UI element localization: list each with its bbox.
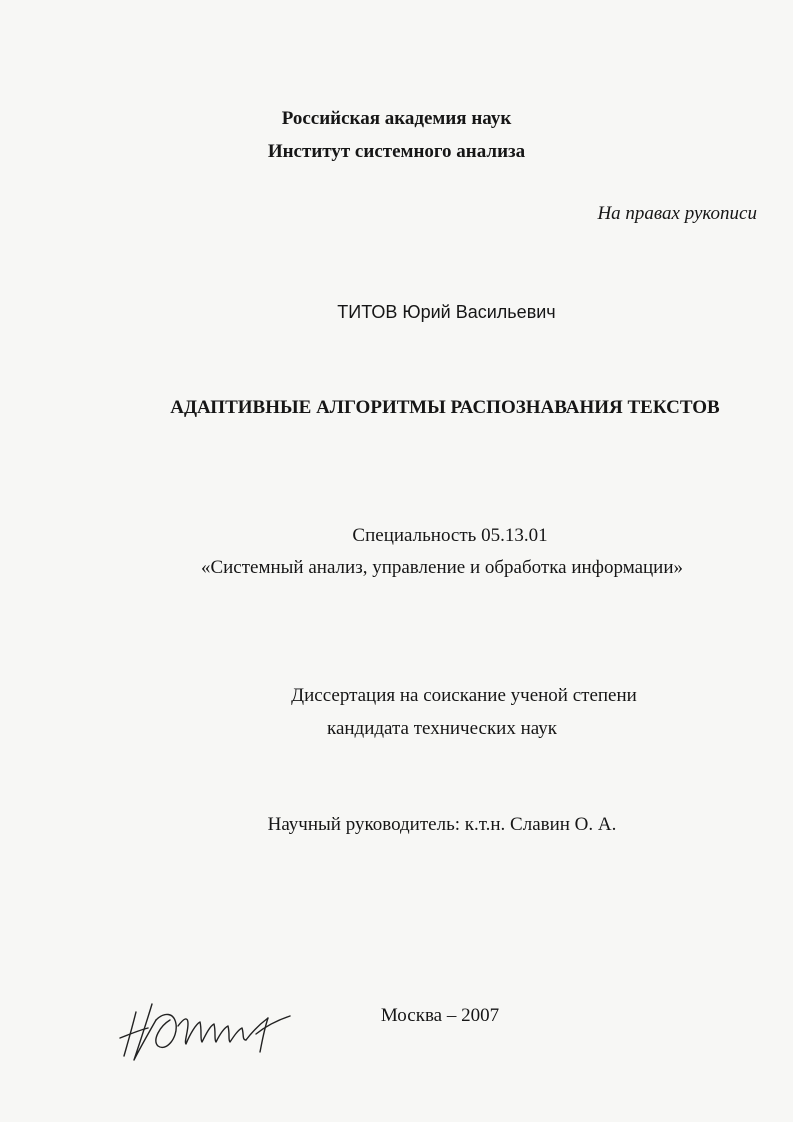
specialty-name: «Системный анализ, управление и обработка информации» [200,557,684,578]
institute-name: Институт системного анализа [267,141,526,162]
organization-name: Российская академия наук [281,108,512,129]
manuscript-note: На правах рукописи [597,203,757,224]
dissertation-title: АДАПТИВНЫЕ АЛГОРИТМЫ РАСПОЗНАВАНИЯ ТЕКСТОВ [170,397,720,418]
supervisor: Научный руководитель: к.т.н. Славин О. А. [267,814,617,835]
dissertation-degree-line2: кандидата технических наук [327,718,557,739]
city-year: Москва – 2007 [380,1005,500,1026]
author-name: ТИТОВ Юрий Васильевич [337,302,556,322]
dissertation-degree-line1: Диссертация на соискание ученой степени [291,685,637,706]
handwritten-signature [118,990,308,1070]
specialty-code: Специальность 05.13.01 [352,525,548,546]
